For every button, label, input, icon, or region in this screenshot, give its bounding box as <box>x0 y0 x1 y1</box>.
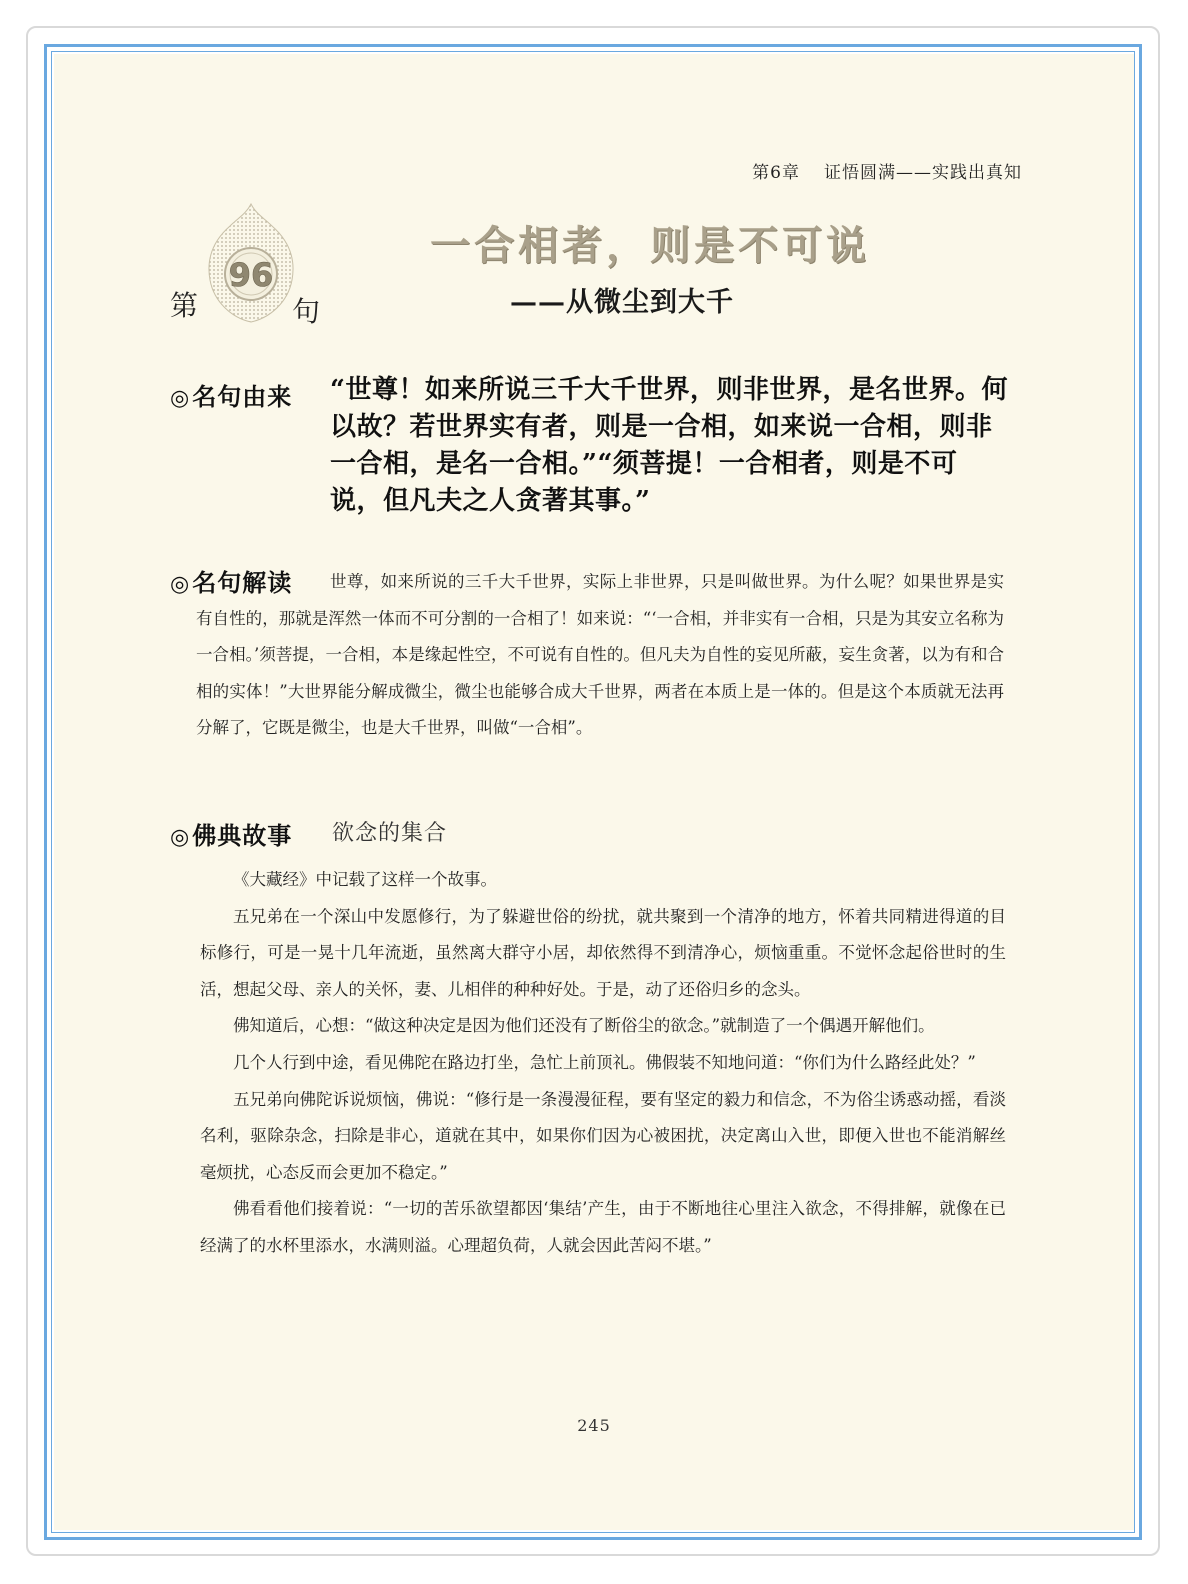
story-paragraph: 几个人行到中途，看见佛陀在路边打坐，急忙上前顶礼。佛假装不知地问道：“你们为什么路经此处？” <box>233 1052 976 1072</box>
story-paragraph: 五兄弟在一个深山中发愿修行，为了躲避世俗的纷扰，就共聚到一个清净的地方，怀着共同精进得道的目标修行，可是一晃十几年流逝，虽然离大群守小居，却依然得不到清净心，烦恼重重。不觉怀念起俗世时的生活，想起父母、亲人的关怀，妻、儿相伴的种种好处。于是，动了还俗归乡的念头。 <box>200 906 1006 999</box>
page-number: 245 <box>577 1416 611 1435</box>
page-title: 一合相者，则是不可说 <box>430 223 870 269</box>
target-icon: ◎ <box>170 825 191 850</box>
target-icon: ◎ <box>170 386 191 411</box>
story-paragraph: 佛知道后，心想：“做这种决定是因为他们还没有了断俗尘的欲念。”就制造了一个偶遇开解他们。 <box>233 1016 935 1036</box>
origin-heading <box>170 377 292 412</box>
target-icon: ◎ <box>170 572 191 597</box>
badge-number: 96 <box>228 256 274 294</box>
page-subtitle: ——从微尘到大千 <box>510 287 734 318</box>
story-body <box>200 862 1006 1265</box>
story-label: 佛典故事 <box>192 822 293 850</box>
chapter-number: 第6章 <box>752 163 800 183</box>
origin-label: 名句由来 <box>192 383 293 411</box>
story-heading <box>170 816 292 851</box>
chapter-title: 证悟圆满——实践出真知 <box>824 163 1022 183</box>
interpretation-text: 世尊，如来所说的三千大千世界，实际上非世界，只是叫做世界。为什么呢？如果世界是实有自性的，那就是浑然一体而不可分割的一合相了！如来说：“‘一合相，并非实有一合相，只是为其安立名称为一合相。’须菩提，一合相，本是缘起性空，不可说有自性的。但凡夫为自性的妄见所蔽，妄生贪著，以为有和合相的实体！”大世界能分解成微尘，微尘也能够合成大千世界，两者在本质上是一体的。但是这个本质就无法再分解了，它既是微尘，也是大千世界，叫做“一合相”。 <box>196 572 1004 737</box>
badge-suffix: 句 <box>292 295 321 328</box>
origin-quote: “世尊！如来所说三千大千世界，则非世界，是名世界。何以故？若世界实有者，则是一合相，如来说一合相，则非一合相，是名一合相。”“须菩提！一合相者，则是不可说，但凡夫之人贪著其事。” <box>330 375 1008 516</box>
story-title: 欲念的集合 <box>332 821 448 846</box>
running-head <box>752 158 1022 183</box>
story-paragraph: 佛看看他们接着说：“一切的苦乐欲望都因‘集结’产生，由于不断地往心里注入欲念，不得排解，就像在已经满了的水杯里添水，水满则溢。心理超负荷，人就会因此苦闷不堪。” <box>200 1199 1006 1255</box>
story-paragraph: 五兄弟向佛陀诉说烦恼，佛说：“修行是一条漫漫征程，要有坚定的毅力和信念，不为俗尘诱惑动摇，看淡名利，驱除杂念，扫除是非心，道就在其中，如果你们因为心被困扰，决定离山入世，即便入世也不能消解丝毫烦扰，心态反而会更加不稳定。” <box>200 1089 1006 1182</box>
interpretation-label: 名句解读 <box>192 569 293 597</box>
story-paragraph: 《大藏经》中记载了这样一个故事。 <box>233 870 497 889</box>
badge-prefix: 第 <box>170 289 199 322</box>
